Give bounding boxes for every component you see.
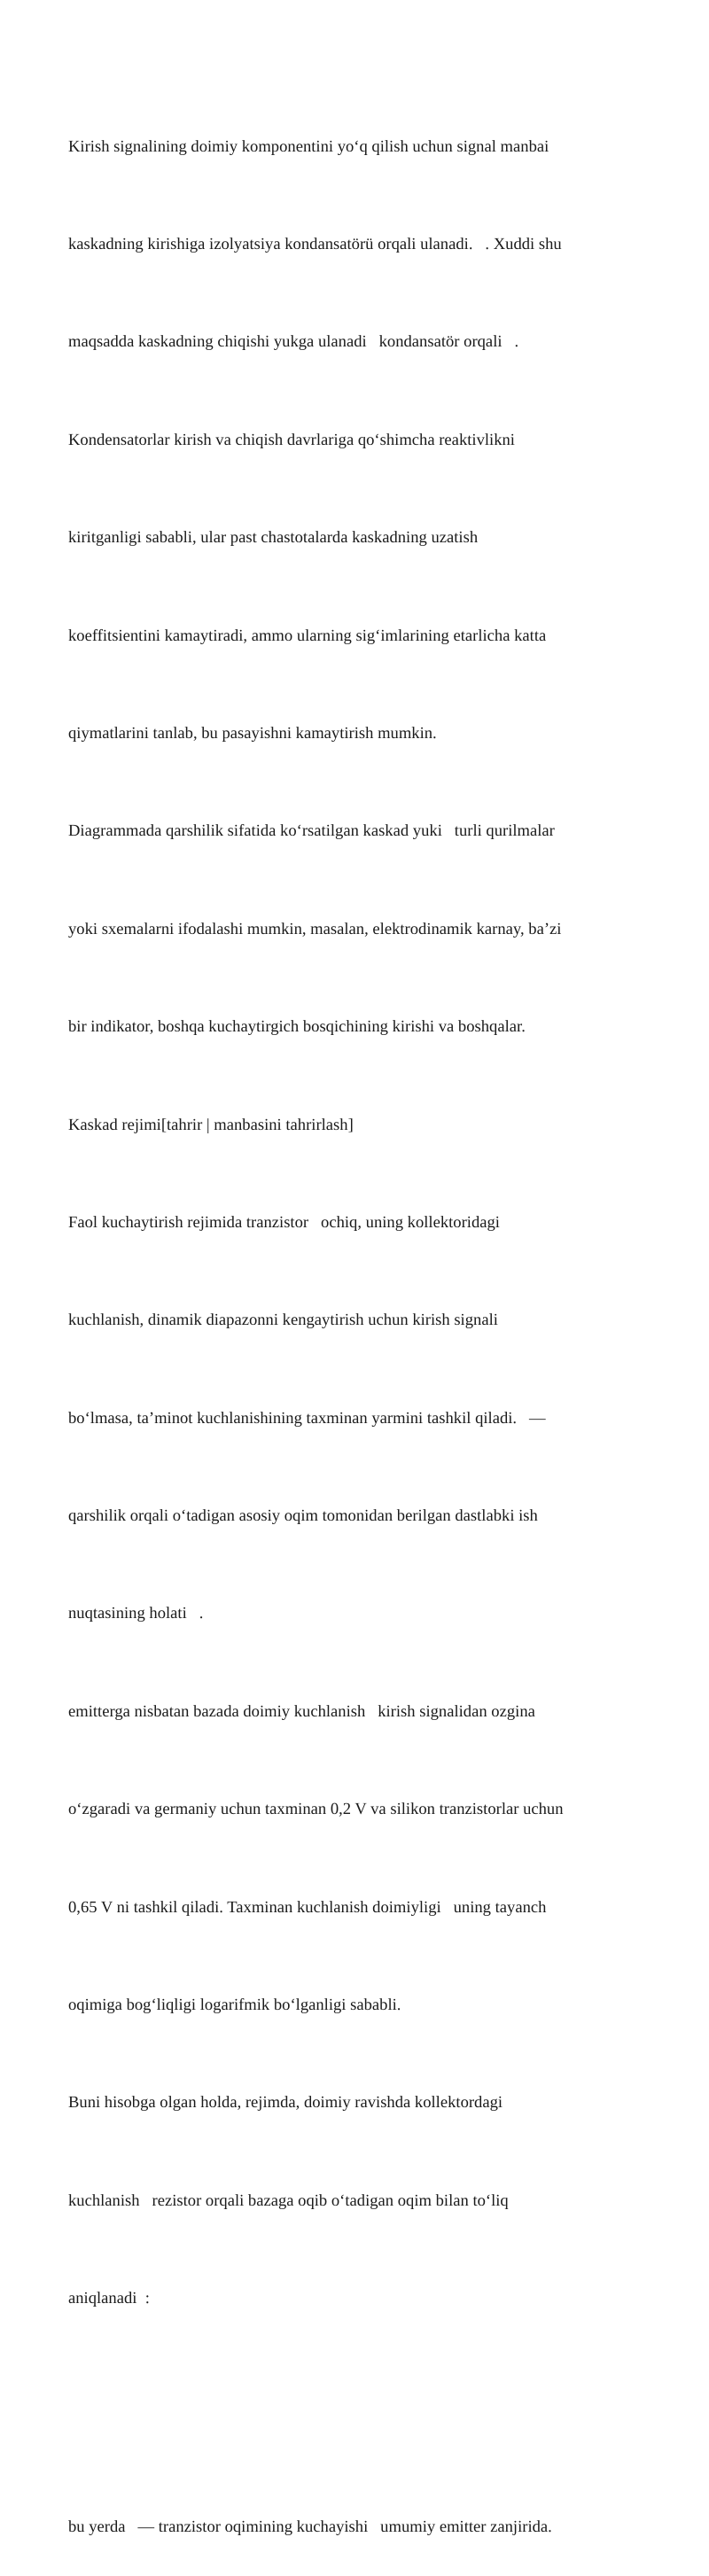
text-line: bo‘lmasa, ta’minot kuchlanishining taxminan yarmini tashkil qiladi. — bbox=[68, 1408, 546, 1428]
text-line: koeffitsientini kamaytiradi, ammo ularning sig‘imlarining etarlicha katta bbox=[68, 626, 547, 645]
text-line: kuchlanish rezistor orqali bazaga oqib o‘tadigan oqim bilan to‘liq bbox=[68, 2191, 509, 2210]
text-line: Kirish signalining doimiy komponentini yo‘q qilish uchun signal manbai bbox=[68, 136, 549, 156]
text-line: Faol kuchaytirish rejimida tranzistor ochiq, uning kollektoridagi bbox=[68, 1212, 500, 1232]
text-line: Kondensatorlar kirish va chiqish davrlariga qo‘shimcha reaktivlikni bbox=[68, 430, 515, 449]
text-line: Buni hisobga olgan holda, rejimda, doimiy ravishda kollektordagi bbox=[68, 2093, 503, 2113]
text-line: 0,65 V ni tashkil qiladi. Taxminan kuchlanish doimiyligi uning tayanch bbox=[68, 1897, 547, 1917]
formula-gap bbox=[68, 2381, 653, 2447]
text-line: kiritganligi sababli, ular past chastotalarda kaskadning uzatish bbox=[68, 528, 479, 548]
text-line: o‘zgaradi va germaniy uchun taxminan 0,2 V va silikon tranzistorlar uchun bbox=[68, 1800, 564, 1819]
text-line: emitterga nisbatan bazada doimiy kuchlanish kirish signalidan ozgina bbox=[68, 1701, 535, 1721]
text-line: kuchlanish, dinamik diapazonni kengaytirish uchun kirish signali bbox=[68, 1311, 498, 1330]
text-line: bir indikator, boshqa kuchaytirgich bosqichining kirishi va boshqalar. bbox=[68, 1017, 526, 1037]
text-line: Diagrammada qarshilik sifatida ko‘rsatilgan kaskad yuki turli qurilmalar bbox=[68, 821, 555, 841]
text-line: qarshilik orqali o‘tadigan asosiy oqim tomonidan berilgan dastlabki ish bbox=[68, 1506, 538, 1526]
section-heading: Kaskad rejimi[tahrir | manbasini tahrirlash] bbox=[68, 1115, 354, 1134]
text-line: maqsadda kaskadning chiqishi yukga ulanadi kondansatör orqali . bbox=[68, 332, 519, 352]
text-line: yoki sxemalarni ifodalashi mumkin, masalan, elektrodinamik karnay, ba’zi bbox=[68, 919, 562, 938]
text-line: bu yerda — tranzistor oqimining kuchayishi umumiy emitter zanjirida. bbox=[68, 2517, 552, 2536]
text-line: oqimiga bog‘liqligi logarifmik bo‘lganligi sababli. bbox=[68, 1996, 401, 2015]
document-body bbox=[68, 66, 653, 2576]
text-line: qiymatlarini tanlab, bu pasayishni kamaytirish mumkin. bbox=[68, 723, 437, 743]
text-line: nuqtasining holati . bbox=[68, 1604, 204, 1623]
text-line: kaskadning kirishiga izolyatsiya kondansatörü orqali ulanadi. . Xuddi shu bbox=[68, 234, 562, 253]
text-line: aniqlanadi : bbox=[68, 2289, 150, 2308]
